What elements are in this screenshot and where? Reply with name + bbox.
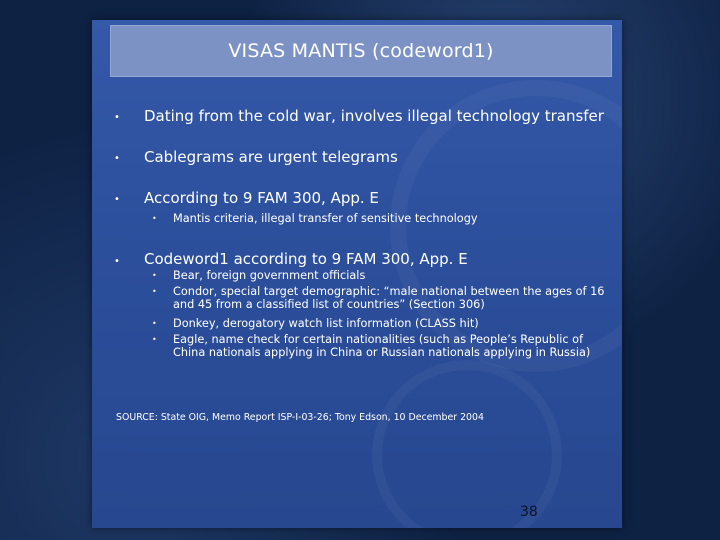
sub-bullet-glyph: • xyxy=(152,319,157,328)
sub-bullet-glyph: • xyxy=(152,214,157,223)
bullet-glyph: • xyxy=(114,153,120,164)
bullet-glyph: • xyxy=(114,112,120,123)
slide-title: VISAS MANTIS (codeword1) xyxy=(228,40,494,62)
sub-bullet-glyph: • xyxy=(152,287,157,296)
watermark-seal-lower xyxy=(372,360,562,528)
slide xyxy=(92,20,622,528)
sub-bullet-text: Mantis criteria, illegal transfer of sensitive technology xyxy=(173,212,478,225)
bullet-glyph: • xyxy=(114,194,120,205)
sub-bullet-text: Eagle, name check for certain nationalities (such as People’s Republic of China nationals applying in China or Russian nationals applying in Russia) xyxy=(173,333,591,359)
bullet-text: Codeword1 according to 9 FAM 300, App. E xyxy=(144,250,468,268)
bullet-text: According to 9 FAM 300, App. E xyxy=(144,189,379,207)
sub-bullet-text: Condor, special target demographic: “male national between the ages of 16 and 45 from a classified list of countries” (Section 306) xyxy=(173,285,605,311)
sub-bullet-glyph: • xyxy=(152,335,157,344)
bullet-text: Dating from the cold war, involves illegal technology transfer xyxy=(144,107,604,125)
page-number: 38 xyxy=(520,504,538,520)
sub-bullet-text: Bear, foreign government officials xyxy=(173,269,366,282)
title-bar xyxy=(110,25,612,77)
source-citation: SOURCE: State OIG, Memo Report ISP-I-03-26; Tony Edson, 10 December 2004 xyxy=(116,412,484,423)
sub-bullet-glyph: • xyxy=(152,271,157,280)
bullet-glyph: • xyxy=(114,256,120,267)
sub-bullet-text: Donkey, derogatory watch list information (CLASS hit) xyxy=(173,317,479,330)
bullet-text: Cablegrams are urgent telegrams xyxy=(144,148,398,166)
